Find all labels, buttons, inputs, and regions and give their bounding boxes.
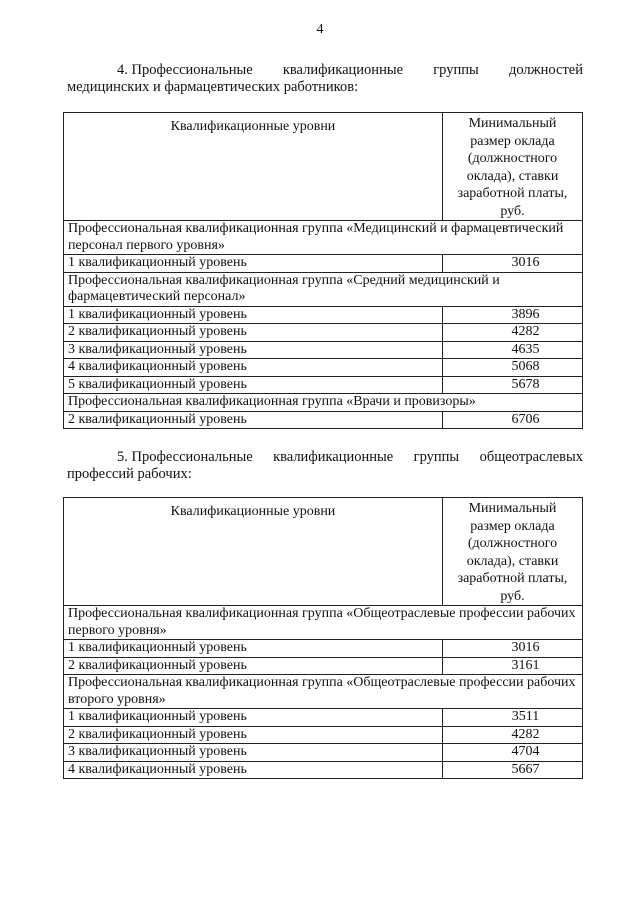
group-title: Профессиональная квалификационная группа «Медицинский и фармацевтический персонал первого уровня» (64, 221, 583, 255)
section-5-heading (67, 449, 583, 483)
section-heading-line1: 4. Профессиональные квалификационные группы должностей (117, 62, 583, 78)
table-row (64, 640, 583, 658)
group-row (64, 675, 583, 709)
header-salary: Минимальный размер оклада (должностного оклада), ставки заработной платы, руб. (443, 498, 583, 606)
value-cell: 3016 (443, 640, 583, 658)
value-cell: 4635 (443, 341, 583, 359)
page-number: 4 (316, 22, 324, 37)
section-heading-line2: профессий рабочих: (67, 466, 192, 482)
table-row (64, 306, 583, 324)
level-cell: 2 квалификационный уровень (64, 726, 443, 744)
group-row (64, 272, 583, 306)
level-cell: 1 квалификационный уровень (64, 255, 443, 273)
table-header-row (64, 113, 583, 221)
value-cell: 3016 (443, 255, 583, 273)
header-salary: Минимальный размер оклада (должностного оклада), ставки заработной платы, руб. (443, 113, 583, 221)
value-cell: 3161 (443, 657, 583, 675)
value-cell: 3896 (443, 306, 583, 324)
group-row (64, 221, 583, 255)
level-cell: 1 квалификационный уровень (64, 709, 443, 727)
table-row (64, 744, 583, 762)
table-row (64, 376, 583, 394)
value-cell: 5068 (443, 359, 583, 377)
group-row (64, 606, 583, 640)
group-row (64, 394, 583, 412)
level-cell: 4 квалификационный уровень (64, 761, 443, 779)
table-row (64, 324, 583, 342)
section-heading-line2: медицинских и фармацевтических работников: (67, 79, 359, 95)
level-cell: 1 квалификационный уровень (64, 640, 443, 658)
table-row (64, 726, 583, 744)
level-cell: 2 квалификационный уровень (64, 657, 443, 675)
level-cell: 2 квалификационный уровень (64, 324, 443, 342)
table-row (64, 411, 583, 429)
table-row (64, 255, 583, 273)
level-cell: 1 квалификационный уровень (64, 306, 443, 324)
table-row (64, 341, 583, 359)
level-cell: 5 квалификационный уровень (64, 376, 443, 394)
section-5-table (63, 497, 583, 779)
header-levels: Квалификационные уровни (64, 113, 443, 221)
table-row (64, 359, 583, 377)
value-cell: 4282 (443, 726, 583, 744)
level-cell: 3 квалификационный уровень (64, 341, 443, 359)
value-cell: 4282 (443, 324, 583, 342)
value-cell: 5667 (443, 761, 583, 779)
group-title: Профессиональная квалификационная группа «Общеотраслевые профессии рабочих второго уровня» (64, 675, 583, 709)
group-title: Профессиональная квалификационная группа «Общеотраслевые профессии рабочих первого уровня» (64, 606, 583, 640)
table-header-row (64, 498, 583, 606)
table-row (64, 709, 583, 727)
header-levels: Квалификационные уровни (64, 498, 443, 606)
section-4-heading (67, 62, 583, 96)
section-heading-line1: 5. Профессиональные квалификационные группы общеотраслевых (117, 449, 583, 465)
group-title: Профессиональная квалификационная группа «Средний медицинский и фармацевтический персонал» (64, 272, 583, 306)
value-cell: 6706 (443, 411, 583, 429)
section-4-table (63, 112, 583, 429)
level-cell: 4 квалификационный уровень (64, 359, 443, 377)
level-cell: 3 квалификационный уровень (64, 744, 443, 762)
table-row (64, 761, 583, 779)
table-row (64, 657, 583, 675)
level-cell: 2 квалификационный уровень (64, 411, 443, 429)
group-title: Профессиональная квалификационная группа «Врачи и провизоры» (64, 394, 583, 412)
value-cell: 4704 (443, 744, 583, 762)
value-cell: 5678 (443, 376, 583, 394)
value-cell: 3511 (443, 709, 583, 727)
